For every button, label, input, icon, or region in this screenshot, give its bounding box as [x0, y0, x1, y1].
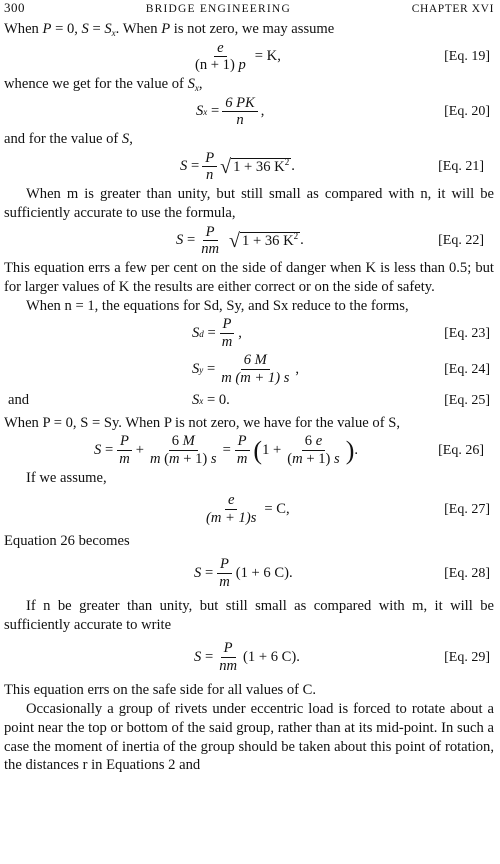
equation-number: [Eq. 20] — [444, 103, 490, 119]
equation-21: S = P n √ 1 + 36 $K^2$ . [Eq. 21] — [180, 149, 484, 184]
equation-22: S = P nm √ 1 + 36 $K^2$ . [Eq. 22] — [176, 223, 484, 258]
page-number: 300 — [4, 0, 25, 15]
equation-24: S y = 6 M m (m + 1) s , [Eq. 24] — [192, 352, 490, 387]
equation-20: S x = 6 PK n , [Eq. 20] — [196, 94, 490, 129]
paragraph: whence we get for the value of $S_x$, — [4, 75, 203, 93]
equation-number: [Eq. 22] — [438, 232, 484, 248]
running-title: BRIDGE ENGINEERING — [145, 3, 291, 15]
equation-29: S = P nm (1 + 6 C). [Eq. 29] — [4, 635, 494, 681]
equation-number: [Eq. 25] — [444, 392, 490, 408]
equation-number: [Eq. 19] — [444, 48, 490, 64]
equation-27: $\frac{e}{(m + 1)s}$ = C, [Eq. 27] — [4, 488, 494, 532]
paragraph: When P = 0, $S = S_x$. When P is not zero, we may assume — [4, 21, 335, 38]
paragraph: When m is greater than unity, but still small as compared with n, it will be sufficiently accurate to use the formula, — [4, 185, 494, 221]
equation-number: [Eq. 29] — [444, 649, 490, 665]
chapter-label: CHAPTER XVI — [411, 3, 494, 15]
paragraph: and for the value of S, — [4, 130, 133, 147]
equation-number: [Eq. 27] — [444, 501, 490, 517]
paragraph: When P = 0, S = Sy. When P is not zero, we have for the value of S, — [4, 414, 400, 431]
equation-19: $\frac{e}{(n + 1) p}$ = K, [Eq. 19] — [195, 39, 490, 74]
equation-number: [Eq. 28] — [444, 565, 490, 581]
equation-28: S = P m (1 + 6 C). [Eq. 28] — [4, 551, 494, 597]
running-header — [4, 0, 494, 20]
equation-number: [Eq. 26] — [438, 442, 484, 458]
paragraph: Occasionally a group of rivets under eccentric load is forced to rotate about a point near the top or bottom of the said group, rather than at its mid-point. In such a case the moment of inertia of the group should be taken about this point of rotation, the distances r in Equations 2 and — [4, 700, 494, 774]
paragraph: If we assume, — [26, 469, 107, 486]
paragraph: If n be greater than unity, but still small as compared with m, it will be sufficiently accurate to write — [4, 597, 494, 633]
equation-23: S d = P m , [Eq. 23] — [192, 316, 490, 351]
paragraph: This equation errs on the safe side for all values of C. — [4, 681, 317, 698]
equation-number: [Eq. 24] — [444, 361, 490, 377]
equation-25: and S x = 0. [Eq. 25] — [4, 388, 494, 414]
equation-number: [Eq. 23] — [444, 325, 490, 341]
paragraph: When n = 1, the equations for Sd, Sy, and Sx reduce to the forms, — [26, 297, 409, 314]
equation-26: S = P m + 6 M m (m + 1) s = P m ( 1 + 6 e (m + 1) s ) . [Eq. 26] — [94, 433, 484, 468]
equation-number: [Eq. 21] — [438, 158, 484, 174]
paragraph: Equation 26 becomes — [4, 532, 130, 549]
paragraph: This equation errs a few per cent on the side of danger when K is less than 0.5; but for larger values of K the results are either correct or on the side of safety. — [4, 259, 494, 295]
